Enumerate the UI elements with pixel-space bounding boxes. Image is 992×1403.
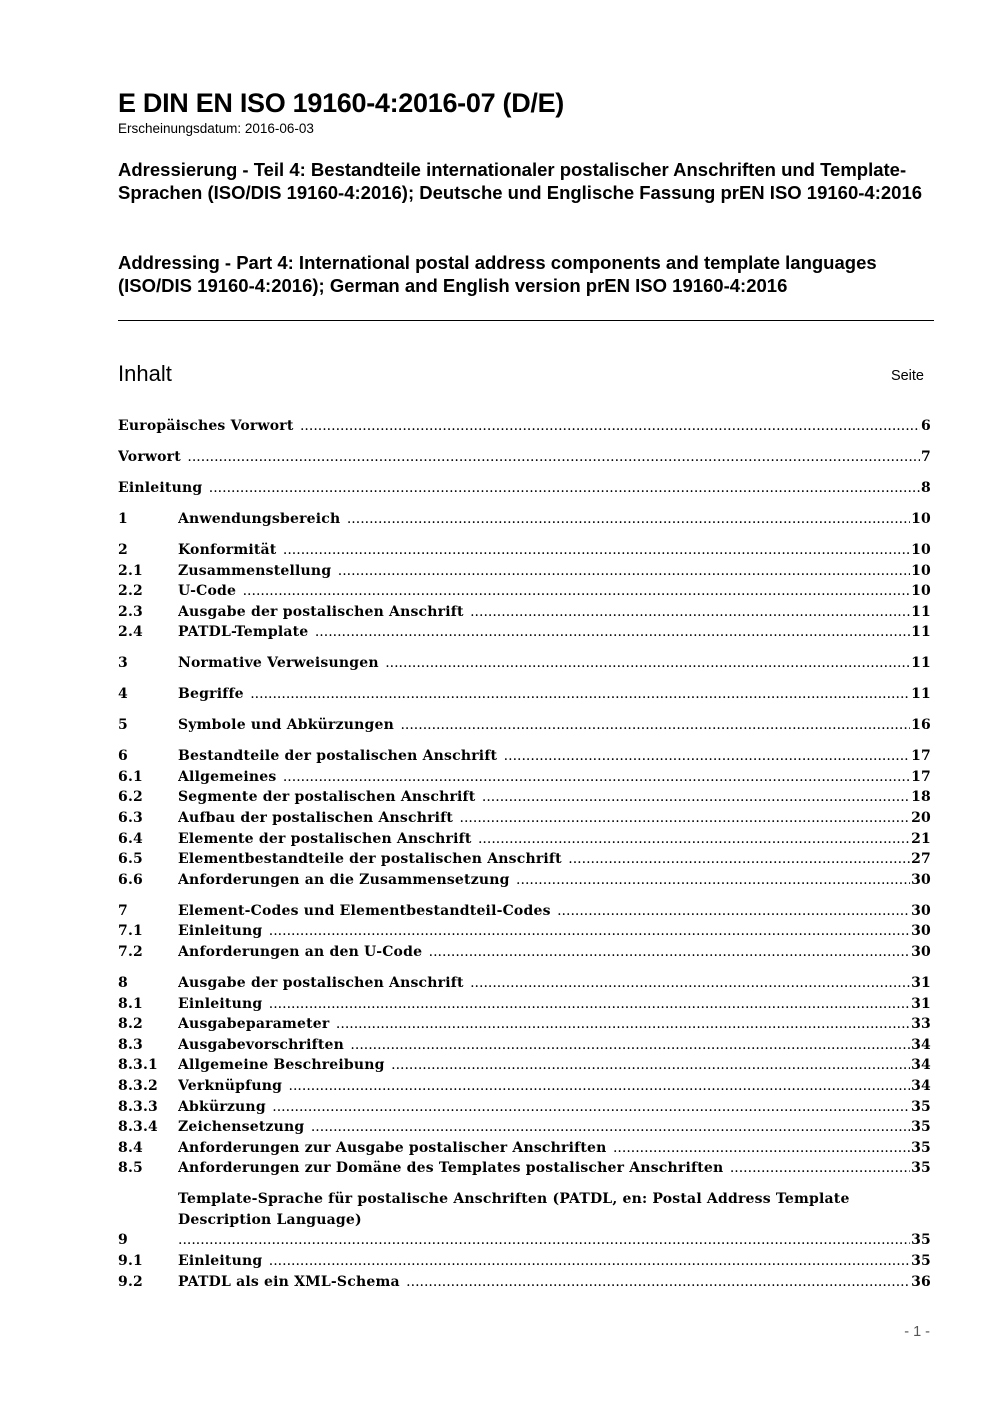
toc-entry-title: Ausgabevorschriften (178, 1036, 344, 1053)
toc-entry-number: 6.1 (118, 768, 143, 785)
toc-entry-title: Element-Codes und Elementbestandteil-Codes (178, 902, 551, 919)
toc-entry-title: Segmente der postalischen Anschrift (178, 789, 476, 806)
page-number: - 1 - (904, 1324, 930, 1340)
toc-entry-leader (178, 849, 910, 870)
toc-entry[interactable] (118, 973, 931, 994)
toc-entry[interactable] (118, 540, 931, 561)
toc-entry-number: 7.2 (118, 943, 143, 960)
toc-entry-number: 8 (118, 974, 128, 991)
toc-entry-page: 34 (911, 1036, 931, 1053)
toc-entry-number: 7.1 (118, 923, 143, 940)
toc-heading: Inhalt (118, 361, 172, 386)
toc-entry[interactable] (118, 1138, 931, 1159)
toc-entry-leader (178, 653, 910, 674)
toc-entry-page: 10 (911, 583, 931, 600)
toc-entry-title: Begriffe (178, 686, 244, 703)
toc-entry-number: 6.6 (118, 871, 143, 888)
toc-entry-leader (178, 684, 910, 705)
toc-list (118, 416, 931, 1292)
toc-entry[interactable] (118, 602, 931, 623)
toc-entry-title: Einleitung (178, 995, 263, 1012)
toc-entry-title: Ausgabeparameter (178, 1016, 330, 1033)
toc-entry-page: 36 (911, 1273, 931, 1290)
toc-entry-page: 16 (911, 717, 931, 734)
toc-entry-page: 30 (911, 902, 931, 919)
toc-entry-title: Europäisches Vorwort (118, 418, 294, 434)
heading-german: Adressierung - Teil 4: Bestandteile internationaler postalischer Anschriften und Template-Sprachen (ISO/DIS 19160-4:2016); Deutsche und Englische Fassung prEN ISO 19160-4:2016 (118, 159, 923, 203)
toc-entry-page: 7 (921, 448, 931, 465)
toc-entry-number: 2.1 (118, 562, 143, 579)
toc-entry-number: 8.2 (118, 1016, 143, 1033)
toc-entry-page: 35 (911, 1119, 931, 1136)
toc-entry[interactable] (118, 561, 931, 582)
toc-entry[interactable] (118, 581, 931, 602)
toc-entry[interactable] (118, 746, 931, 767)
toc-entry-title: Anforderungen an den U-Code (178, 943, 423, 960)
toc-entry[interactable] (118, 808, 931, 829)
toc-entry-page: 27 (911, 851, 931, 868)
toc-entry[interactable] (118, 1189, 931, 1251)
toc-entry-page: 35 (911, 1139, 931, 1156)
toc-entry-leader (178, 509, 910, 530)
toc-entry[interactable] (118, 1035, 931, 1056)
toc-entry-leader (178, 1272, 910, 1293)
toc-entry[interactable] (118, 921, 931, 942)
toc-entry-leader (178, 1158, 910, 1179)
toc-entry-leader (118, 416, 920, 437)
toc-entry-leader (178, 1138, 910, 1159)
toc-entry-title: Normative Verweisungen (178, 655, 379, 672)
toc-entry-number: 1 (118, 510, 128, 527)
toc-entry[interactable] (118, 1076, 931, 1097)
toc-entry-page: 35 (911, 1160, 931, 1177)
toc-entry-number: 6.2 (118, 789, 143, 806)
toc-entry-title: Vorwort (118, 448, 181, 465)
toc-entry-title: Verknüpfung (178, 1077, 283, 1094)
toc-entry-page: 17 (911, 748, 931, 765)
toc-entry-leader (178, 622, 910, 643)
toc-entry-leader (178, 942, 910, 963)
toc-entry[interactable] (118, 715, 931, 736)
toc-entry[interactable] (118, 849, 931, 870)
toc-entry-page: 20 (911, 810, 931, 827)
toc-entry-title: Ausgabe der postalischen Anschrift (178, 603, 464, 620)
toc-entry[interactable] (118, 901, 931, 922)
toc-entry[interactable] (118, 447, 931, 468)
toc-entry-page: 10 (911, 541, 931, 558)
toc-entry-page: 35 (911, 1253, 931, 1270)
toc-entry-page: 31 (911, 995, 931, 1012)
toc-entry[interactable] (118, 1251, 931, 1272)
document-title: E DIN EN ISO 19160-4:2016-07 (D/E) (118, 88, 564, 118)
toc-entry-title: Einleitung (178, 923, 263, 940)
toc-entry[interactable] (118, 787, 931, 808)
toc-entry-title: U-Code (178, 583, 237, 600)
toc-entry-leader (178, 994, 910, 1015)
toc-entry-leader (178, 1097, 910, 1118)
toc-page-label: Seite (890, 368, 924, 384)
toc-entry-page: 11 (911, 655, 931, 672)
toc-entry-title: Allgemeine Beschreibung (178, 1057, 385, 1074)
toc-entry-page: 11 (911, 603, 931, 620)
toc-entry-page: 17 (911, 768, 931, 785)
toc-entry-leader (178, 767, 910, 788)
header-divider (118, 320, 934, 321)
toc-entry-number: 6.4 (118, 830, 143, 847)
toc-entry-number: 6.3 (118, 810, 143, 827)
toc-entry-number: 2.3 (118, 603, 143, 620)
toc-entry-page: 30 (911, 923, 931, 940)
toc-entry-title: Template-Sprache für postalische Anschriften (PATDL, en: Postal Address Template Description Language) (178, 1191, 850, 1228)
toc-entry-title: Zeichensetzung (178, 1119, 305, 1136)
toc-entry-leader (178, 581, 910, 602)
toc-entry-number: 9.1 (118, 1253, 143, 1270)
toc-entry-page: 18 (911, 789, 931, 806)
toc-entry-number: 2.2 (118, 583, 143, 600)
toc-entry[interactable] (118, 994, 931, 1015)
toc-entry-page: 6 (921, 418, 931, 434)
toc-entry-leader (178, 1117, 910, 1138)
toc-entry[interactable] (118, 829, 931, 850)
toc-entry[interactable] (118, 509, 931, 530)
toc-entry-number: 8.5 (118, 1160, 143, 1177)
toc-entry-title: Symbole und Abkürzungen (178, 717, 394, 734)
toc-entry-title: Aufbau der postalischen Anschrift (178, 810, 454, 827)
toc-entry-leader (178, 829, 910, 850)
toc-entry-number: 2 (118, 541, 128, 558)
toc-entry-page: 10 (911, 562, 931, 579)
toc-entry-number: 8.3.2 (118, 1077, 158, 1094)
toc-entry[interactable] (118, 767, 931, 788)
toc-entry-title: Elemente der postalischen Anschrift (178, 830, 472, 847)
toc-entry-number: 7 (118, 902, 128, 919)
toc-entry-page: 34 (911, 1077, 931, 1094)
toc-entry-page: 30 (911, 943, 931, 960)
toc-entry-page: 35 (911, 1232, 931, 1249)
toc-entry-title: Abkürzung (178, 1098, 266, 1115)
toc-entry-page: 33 (911, 1016, 931, 1033)
toc-entry[interactable] (118, 1272, 931, 1293)
toc-entry[interactable] (118, 416, 931, 437)
toc-entry-leader (178, 1251, 910, 1272)
toc-entry-number: 9.2 (118, 1273, 143, 1290)
toc-entry-leader (118, 447, 920, 468)
toc-entry[interactable] (118, 684, 931, 705)
toc-entry-title: Anforderungen zur Ausgabe postalischer Anschriften (178, 1139, 607, 1156)
toc-entry[interactable] (118, 942, 931, 963)
toc-entry-number: 8.3.3 (118, 1098, 158, 1115)
toc-entry-title: Anwendungsbereich (178, 510, 341, 527)
toc-entry-title: Ausgabe der postalischen Anschrift (178, 974, 464, 991)
toc-entry[interactable] (118, 653, 931, 674)
toc-entry[interactable] (118, 1055, 931, 1076)
toc-entry-number: 5 (118, 717, 128, 734)
toc-entry[interactable] (118, 1097, 931, 1118)
toc-entry-page: 31 (911, 974, 931, 991)
toc-entry-number: 6.5 (118, 851, 143, 868)
toc-entry-leader (178, 921, 910, 942)
toc-entry-title: Anforderungen zur Domäne des Templates postalischer Anschriften (178, 1160, 724, 1177)
toc-entry-title: Einleitung (118, 479, 203, 496)
toc-entry-number: 8.3.1 (118, 1057, 158, 1074)
toc-entry-page: 34 (911, 1057, 931, 1074)
toc-entry-leader (178, 602, 910, 623)
toc-entry-number: 8.1 (118, 995, 143, 1012)
toc-entry-number: 8.3 (118, 1036, 143, 1053)
toc-entry-leader (178, 540, 910, 561)
toc-entry-page: 11 (911, 624, 931, 641)
toc-entry[interactable] (118, 870, 931, 891)
toc-entry[interactable] (118, 478, 931, 499)
toc-entry-page: 10 (911, 510, 931, 527)
publication-date: Erscheinungsdatum: 2016-06-03 (118, 121, 314, 136)
toc-entry-page: 11 (911, 686, 931, 703)
toc-entry-leader (118, 478, 920, 499)
toc-entry-leader (178, 1035, 910, 1056)
toc-entry-leader (178, 1055, 910, 1076)
toc-entry-title: Anforderungen an die Zusammensetzung (178, 871, 510, 888)
toc-entry-leader (178, 808, 910, 829)
toc-entry[interactable] (118, 1014, 931, 1035)
toc-entry-number: 9 (118, 1232, 128, 1249)
toc-entry-leader (178, 561, 910, 582)
toc-entry-leader (178, 1076, 910, 1097)
toc-entry-leader (178, 870, 910, 891)
toc-entry-title: Einleitung (178, 1253, 263, 1270)
toc-entry-leader (178, 746, 910, 767)
toc-entry-title: Zusammenstellung (178, 562, 332, 579)
toc-entry-page: 30 (911, 871, 931, 888)
toc-entry-page: 35 (911, 1098, 931, 1115)
toc-entry-page: 8 (921, 479, 931, 496)
toc-entry-page: 21 (911, 830, 931, 847)
toc-entry-title: Konformität (178, 541, 277, 558)
toc-entry-title: Elementbestandteile der postalischen Anschrift (178, 851, 562, 868)
toc-entry-leader (178, 1014, 910, 1035)
toc-entry-leader (178, 901, 910, 922)
toc-entry-leader (178, 787, 910, 808)
toc-entry-leader (178, 715, 910, 736)
toc-entry-title: Allgemeines (178, 768, 277, 785)
toc-entry[interactable] (118, 1158, 931, 1179)
toc-entry-number: 3 (118, 655, 128, 672)
toc-entry-number: 8.4 (118, 1139, 143, 1156)
toc-entry-number: 4 (118, 686, 128, 703)
toc-entry-leader (178, 973, 910, 994)
toc-entry-number: 6 (118, 748, 128, 765)
toc-entry[interactable] (118, 622, 931, 643)
toc-entry-number: 2.4 (118, 624, 143, 641)
toc-entry[interactable] (118, 1117, 931, 1138)
toc-entry-title: PATDL-Template (178, 624, 309, 641)
toc-entry-leader (178, 1189, 910, 1251)
toc-entry-number: 8.3.4 (118, 1119, 158, 1136)
toc-entry-title: PATDL als ein XML-Schema (178, 1273, 400, 1290)
heading-english: Addressing - Part 4: International postal address components and template languages (ISO/DIS 19160-4:2016); German and English version prEN ISO 19160-4:2016 (118, 252, 877, 296)
toc-entry-title: Bestandteile der postalischen Anschrift (178, 748, 498, 765)
